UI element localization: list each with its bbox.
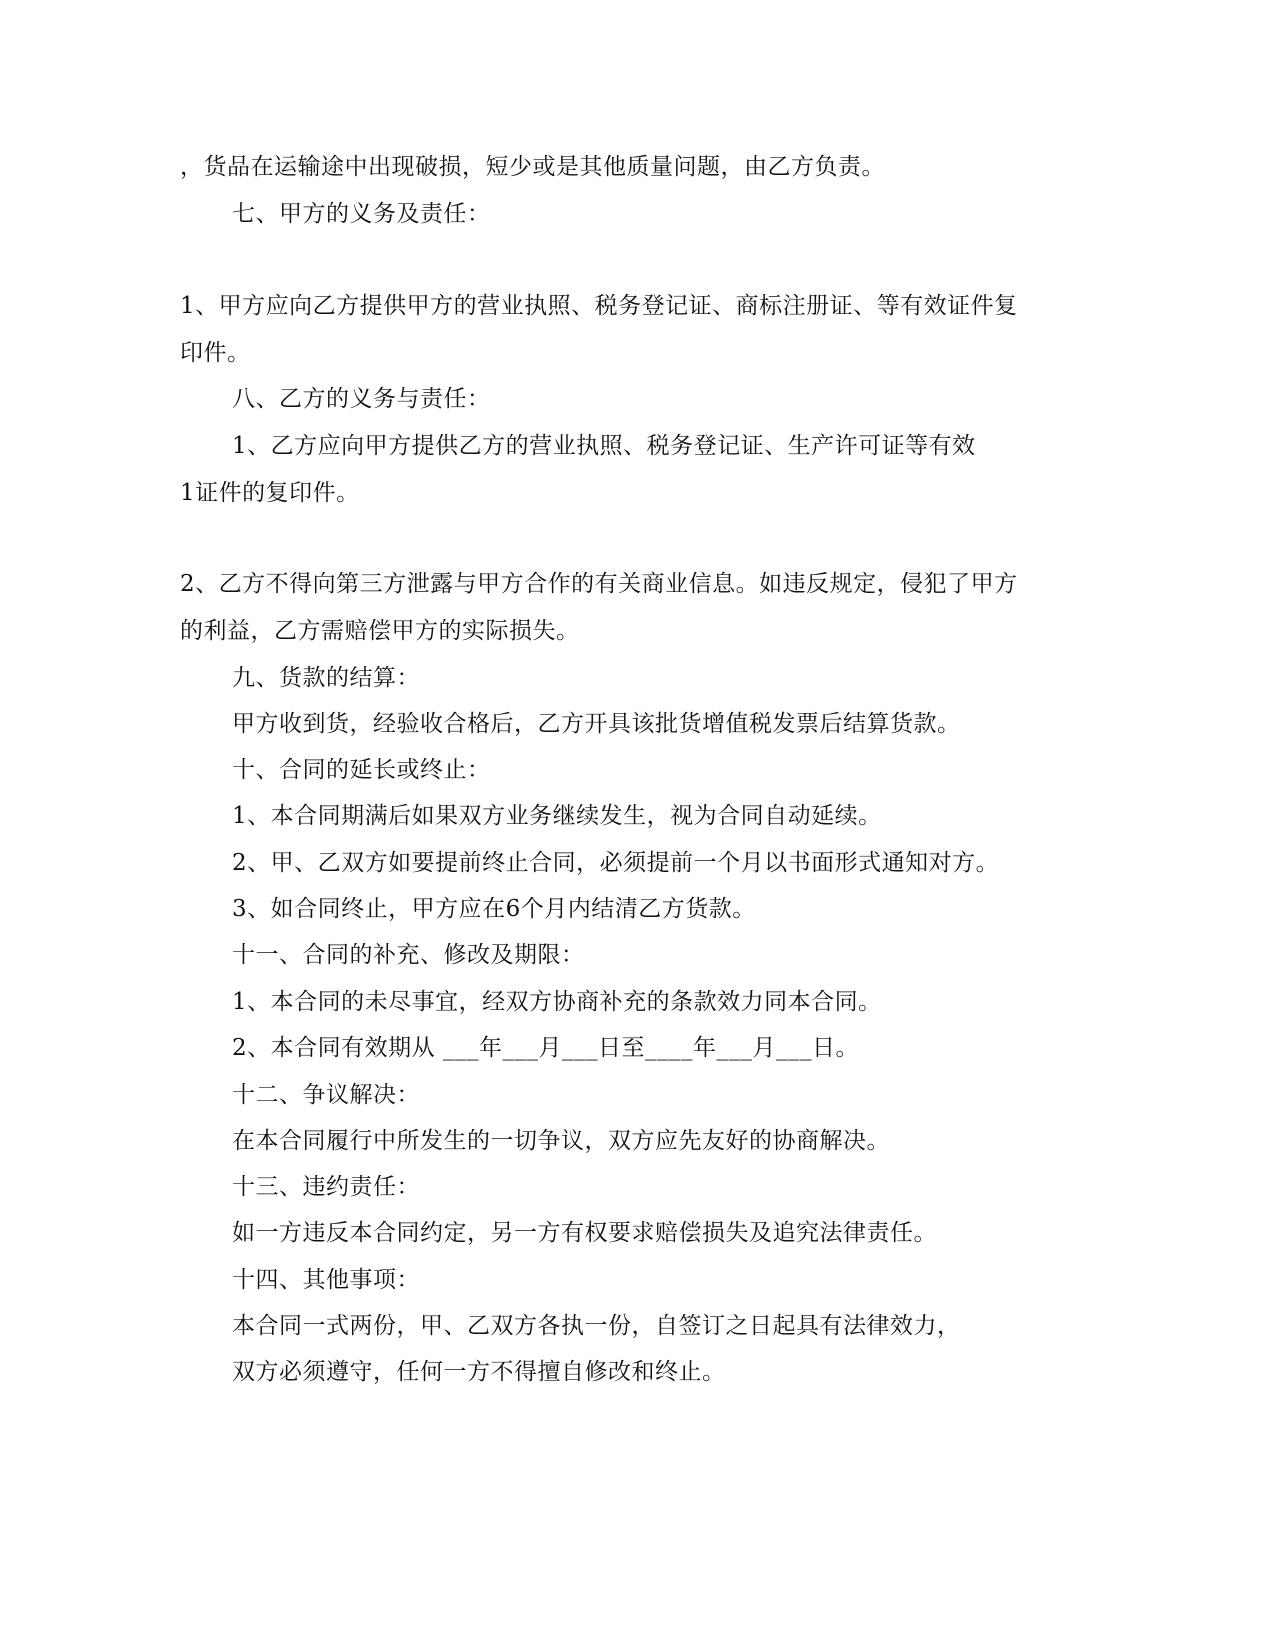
paragraph-line: 2、乙方不得向第三方泄露与甲方合作的有关商业信息。如违反规定，侵犯了甲方: [180, 571, 1018, 597]
paragraph-line: ，货品在运输途中出现破损，短少或是其他质量问题，由乙方负责。: [180, 154, 885, 180]
paragraph-line: 1、乙方应向甲方提供乙方的营业执照、税务登记证、生产许可证等有效: [232, 433, 976, 459]
section-heading: 十三、违约责任：: [232, 1174, 420, 1200]
paragraph-line: 印件。: [180, 340, 251, 366]
section-heading: 十二、争议解决：: [232, 1082, 420, 1108]
paragraph-line: 1、甲方应向乙方提供甲方的营业执照、税务登记证、商标注册证、等有效证件复: [180, 293, 1018, 319]
section-heading: 七、甲方的义务及责任：: [232, 201, 491, 227]
paragraph-line: 在本合同履行中所发生的一切争议，双方应先友好的协商解决。: [232, 1128, 890, 1154]
paragraph-line: 2、甲、乙双方如要提前终止合同，必须提前一个月以书面形式通知对方。: [232, 850, 1000, 876]
section-heading: 十、合同的延长或终止：: [232, 757, 491, 783]
paragraph-line: 2、本合同有效期从 ___年___月___日至____年___月___日。: [232, 1035, 859, 1061]
paragraph-line: 1、本合同期满后如果双方业务继续发生，视为合同自动延续。: [232, 803, 882, 829]
section-heading: 十四、其他事项：: [232, 1267, 420, 1293]
paragraph-line: 1、本合同的未尽事宜，经双方协商补充的条款效力同本合同。: [232, 989, 882, 1015]
paragraph-line: 甲方收到货，经验收合格后，乙方开具该批货增值税发票后结算货款。: [232, 711, 961, 737]
section-heading: 十一、合同的补充、修改及期限：: [232, 942, 585, 968]
section-heading: 八、乙方的义务与责任：: [232, 386, 491, 412]
section-heading: 九、货款的结算：: [232, 665, 420, 691]
paragraph-line: 本合同一式两份，甲、乙双方各执一份，自签订之日起具有法律效力，: [232, 1313, 961, 1339]
paragraph-line: 双方必须遵守，任何一方不得擅自修改和终止。: [232, 1359, 726, 1385]
paragraph-line: 3、如合同终止，甲方应在6个月内结清乙方货款。: [232, 896, 756, 922]
paragraph-line: 1证件的复印件。: [180, 480, 360, 506]
paragraph-line: 的利益，乙方需赔偿甲方的实际损失。: [180, 618, 580, 644]
paragraph-line: 如一方违反本合同约定，另一方有权要求赔偿损失及追究法律责任。: [232, 1220, 937, 1246]
